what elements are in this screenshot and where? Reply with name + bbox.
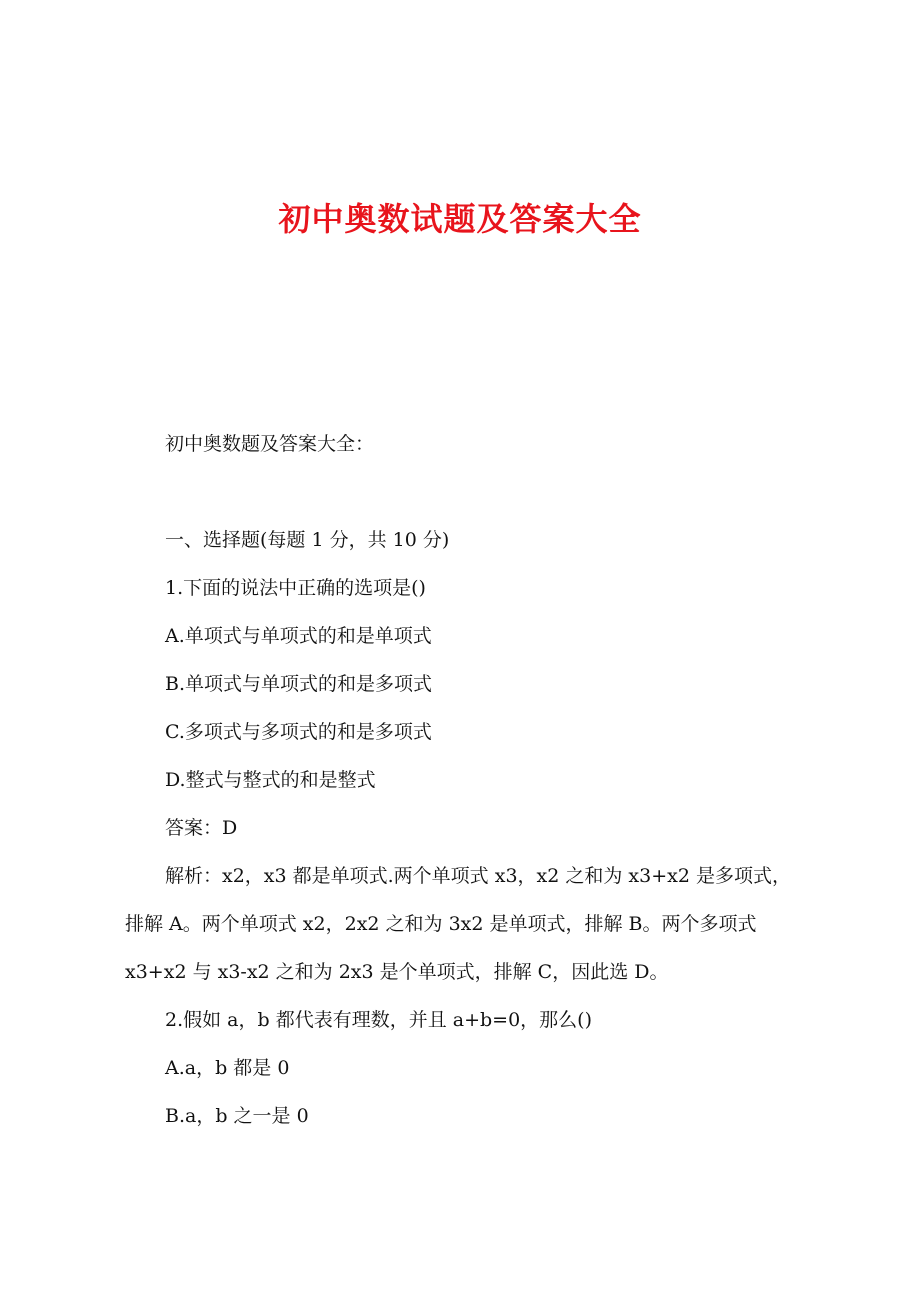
question-2-option-b: B.a，b 之一是 0 <box>165 1105 309 1127</box>
document-body <box>125 420 805 1140</box>
question-1-option-d: D.整式与整式的和是整式 <box>165 769 376 791</box>
section-heading: 一、选择题(每题 1 分，共 10 分) <box>165 529 450 551</box>
document-title: 初中奥数试题及答案大全 <box>278 200 642 238</box>
intro-paragraph: 初中奥数题及答案大全： <box>165 433 375 455</box>
question-1-option-a: A.单项式与单项式的和是单项式 <box>165 625 432 647</box>
question-2-option-a: A.a，b 都是 0 <box>165 1057 290 1079</box>
question-1: 1.下面的说法中正确的选项是() <box>165 577 426 599</box>
question-1-answer: 答案：D <box>165 817 238 839</box>
question-1-option-b: B.单项式与单项式的和是多项式 <box>165 673 433 695</box>
question-1-explanation: 解析：x2，x3 都是单项式.两个单项式 x3，x2 之和为 x3+x2 是多项式，排解 A。两个单项式 x2，2x2 之和为 3x2 是单项式，排解 B。两个多项式 x3+x2 与 x3-x2 之和为 2x3 是个单项式，排解 C，因此选 D。 <box>125 865 791 983</box>
question-2: 2.假如 a，b 都代表有理数，并且 a+b=0，那么() <box>165 1009 592 1031</box>
question-1-option-c: C.多项式与多项式的和是多项式 <box>165 721 432 743</box>
